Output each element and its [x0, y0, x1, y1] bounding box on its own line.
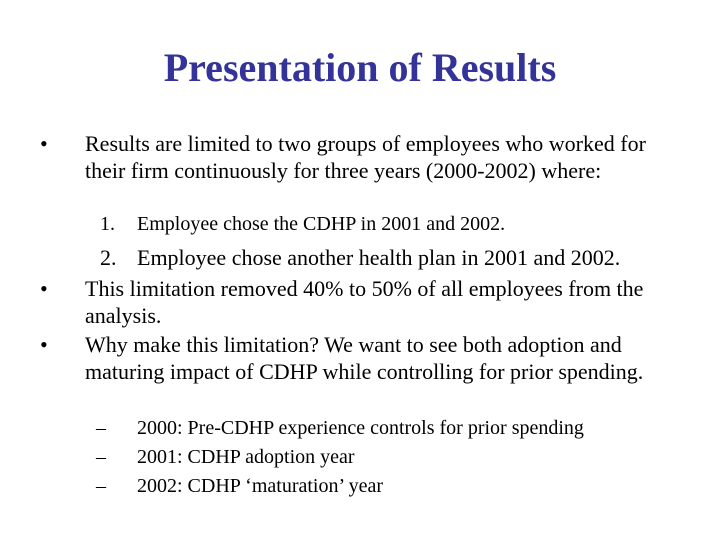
bullet-text-2: This limitation removed 40% to 50% of all employees from the analysis.	[85, 276, 644, 328]
numbered-marker-2: 2.	[100, 245, 117, 270]
numbered-text-2: Employee chose another health plan in 2001 and 2002.	[137, 245, 621, 270]
dash-marker-3: –	[96, 475, 106, 497]
sub-item-text-1: 2000: Pre-CDHP experience controls for prior spending	[137, 417, 584, 439]
numbered-marker-1: 1.	[100, 213, 115, 235]
bullet-marker-3: •	[40, 332, 48, 357]
bullet-text-1: Results are limited to two groups of employees who worked for their firm continuously for three years (2000-2002) where:	[85, 131, 646, 183]
slide-title: Presentation of Results	[163, 45, 557, 90]
dash-marker-1: –	[96, 417, 106, 439]
bullet-text-3: Why make this limitation? We want to see both adoption and maturing impact of CDHP while controlling for prior spending.	[85, 332, 644, 384]
sub-item-text-3: 2002: CDHP ‘maturation’ year	[137, 475, 384, 497]
numbered-text-1: Employee chose the CDHP in 2001 and 2002.	[137, 213, 506, 235]
bullet-marker-2: •	[40, 276, 48, 301]
sub-item-text-2: 2001: CDHP adoption year	[137, 446, 355, 468]
bullet-marker-1: •	[40, 131, 48, 156]
dash-marker-2: –	[96, 446, 106, 468]
